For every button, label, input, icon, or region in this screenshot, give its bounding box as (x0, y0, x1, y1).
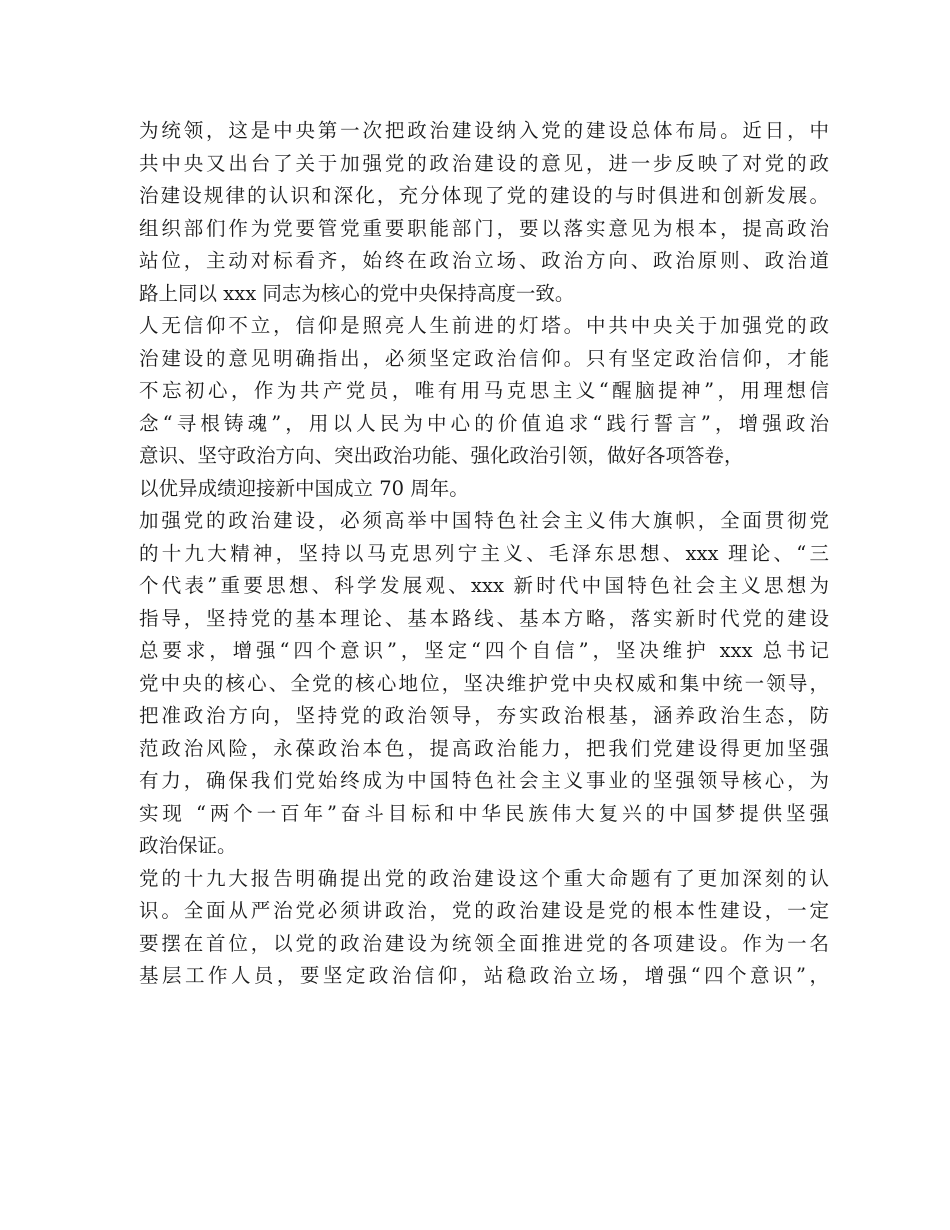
text-line: 基层工作人员，要坚定政治信仰，站稳政治立场，增强“四个意识”， (139, 964, 829, 987)
text-line: 的十九大精神，坚持以马克思列宁主义、毛泽东思想、xxx 理论、“三 (139, 541, 829, 565)
text-line: 个代表”重要思想、科学发展观、xxx 新时代中国特色社会主义思想为 (139, 574, 829, 597)
text-line: 党的十九大报告明确提出党的政治建设这个重大命题有了更加深刻的认 (139, 866, 829, 890)
text-line: 党中央的核心、全党的核心地位，坚决维护党中央权威和集中统一领导， (139, 671, 829, 695)
text-line: 治建设规律的认识和深化，充分体现了党的建设的与时俱进和创新发展。 (139, 184, 829, 207)
text-line: 站位，主动对标看齐，始终在政治立场、政治方向、政治原则、政治道 (139, 249, 829, 272)
text-line: 为统领，这是中央第一次把政治建设纳入党的建设总体布局。近日，中 (139, 119, 829, 142)
text-line: 有力，确保我们党始终成为中国特色社会主义事业的坚强领导核心，为 (139, 769, 829, 792)
text-line: 实现 “两个一百年”奋斗目标和中华民族伟大复兴的中国梦提供坚强 (139, 801, 829, 825)
paragraph-2 (139, 310, 829, 505)
text-line: 共中央又出台了关于加强党的政治建设的意见，进一步反映了对党的政 (139, 151, 829, 175)
text-line: 意识、坚守政治方向、突出政治功能、强化政治引领，做好各项答卷， (139, 444, 744, 467)
paragraph-3 (139, 505, 829, 863)
text-line: 组织部们作为党要管党重要职能部门，要以落实意见为根本，提高政治 (139, 216, 829, 240)
text-line: 不忘初心，作为共产党员，唯有用马克思主义“醒脑提神”，用理想信 (139, 379, 829, 402)
text-line: 要摆在首位，以党的政治建设为统领全面推进党的各项建设。作为一名 (139, 931, 829, 955)
paragraph-4 (139, 863, 829, 993)
text-line: 指导，坚持党的基本理论、基本路线、基本方略，落实新时代党的建设 (139, 606, 829, 630)
text-line: 以优异成绩迎接新中国成立 70 周年。 (139, 476, 469, 500)
text-line: 把准政治方向，坚持党的政治领导，夯实政治根基，涵养政治生态，防 (139, 704, 829, 727)
text-line: 治建设的意见明确指出，必须坚定政治信仰。只有坚定政治信仰，才能 (139, 346, 829, 370)
paragraph-1 (139, 115, 829, 310)
document-body (139, 115, 829, 993)
text-line: 加强党的政治建设，必须高举中国特色社会主义伟大旗帜，全面贯彻党 (139, 509, 829, 532)
text-line: 政治保证。 (139, 834, 237, 857)
text-line: 识。全面从严治党必须讲政治，党的政治建设是党的根本性建设，一定 (139, 899, 829, 922)
text-line: 路上同以 xxx 同志为核心的党中央保持高度一致。 (139, 281, 575, 305)
text-line: 范政治风险，永葆政治本色，提高政治能力，把我们党建设得更加坚强 (139, 736, 829, 760)
text-line: 人无信仰不立，信仰是照亮人生前进的灯塔。中共中央关于加强党的政 (139, 314, 829, 337)
text-line: 念“寻根铸魂”，用以人民为中心的价值追求“践行誓言”，增强政治 (139, 411, 829, 435)
text-line: 总要求，增强“四个意识”，坚定“四个自信”，坚决维护 xxx 总书记 (139, 639, 829, 662)
